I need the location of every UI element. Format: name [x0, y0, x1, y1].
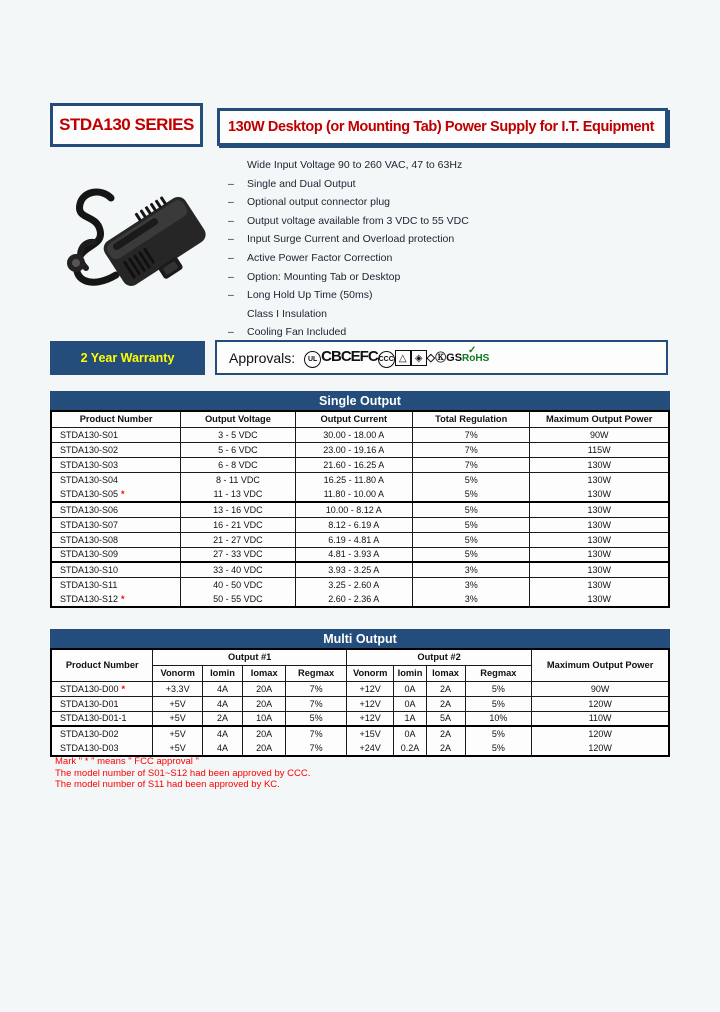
approval-logos [304, 348, 489, 368]
table-row [51, 711, 669, 726]
output2-cell: +12V [346, 711, 394, 726]
max-power-cell: 120W [532, 696, 669, 711]
feature-dash: – [228, 289, 234, 302]
feature-text: Long Hold Up Time (50ms) [247, 289, 373, 302]
table-row [51, 457, 669, 472]
multi-subcol-header: Vonorm [153, 665, 202, 681]
output1-cell: +5V [153, 741, 202, 756]
output-current-cell: 16.25 - 11.80 A [295, 472, 412, 487]
feature-item [228, 305, 668, 324]
output-voltage-cell: 6 - 8 VDC [181, 457, 295, 472]
output2-cell: 1A [394, 711, 426, 726]
multi-group-output2: Output #2 [346, 649, 531, 665]
feature-text: Active Power Factor Correction [247, 251, 393, 264]
gs-logo-icon: GS [446, 351, 463, 364]
product-photo-power-adapter [56, 160, 214, 312]
single-output-header-row [51, 411, 669, 427]
output-current-cell: 10.00 - 8.12 A [295, 502, 412, 517]
feature-item [228, 156, 668, 175]
output-current-cell: 3.93 - 3.25 A [295, 562, 412, 577]
product-number-cell: STDA130-S06 [51, 502, 181, 517]
output1-cell: +5V [153, 711, 202, 726]
total-regulation-cell: 5% [413, 502, 530, 517]
total-regulation-cell: 3% [413, 562, 530, 577]
output-voltage-cell: 21 - 27 VDC [181, 532, 295, 547]
output1-cell: 4A [202, 696, 242, 711]
output-current-cell: 23.00 - 19.16 A [295, 442, 412, 457]
output-current-cell: 4.81 - 3.93 A [295, 547, 412, 562]
output2-cell: +15V [346, 726, 394, 741]
total-regulation-cell: 5% [413, 532, 530, 547]
output2-cell: +12V [346, 681, 394, 696]
output1-cell: 20A [243, 681, 286, 696]
output2-cell: 0A [394, 696, 426, 711]
feature-text: Wide Input Voltage 90 to 260 VAC, 47 to 63Hz [247, 159, 463, 171]
output1-cell: +3.3V [153, 681, 202, 696]
output2-cell: 2A [426, 696, 465, 711]
output-current-cell: 11.80 - 10.00 A [295, 487, 412, 502]
table-row [51, 547, 669, 562]
rohs-logo-icon: ✓ RoHS [462, 353, 489, 364]
single-col-header: Maximum Output Power [530, 411, 669, 427]
total-regulation-cell: 7% [413, 442, 530, 457]
footnote-line: Mark " * " means " FCC approval " [55, 756, 199, 767]
product-number-cell: STDA130-S05 * [51, 487, 181, 502]
output1-cell: 5% [286, 711, 347, 726]
product-number-cell: STDA130-S07 [51, 517, 181, 532]
output2-cell: 5% [465, 696, 532, 711]
single-col-header: Product Number [51, 411, 181, 427]
product-number-cell: STDA130-D03 [51, 741, 153, 756]
output-current-cell: 8.12 - 6.19 A [295, 517, 412, 532]
output2-cell: 2A [426, 681, 465, 696]
product-number-cell: STDA130-S02 [51, 442, 181, 457]
total-regulation-cell: 7% [413, 457, 530, 472]
warranty-badge [50, 341, 205, 375]
feature-dash: – [228, 214, 234, 227]
pse-triangle-logo-icon: △ [395, 350, 411, 366]
max-power-cell: 130W [530, 472, 669, 487]
product-number-cell: STDA130-S01 [51, 427, 181, 442]
multi-subcol-header: Iomax [243, 665, 286, 681]
fcc-approval-star: * [121, 683, 126, 694]
output2-cell: 0.2A [394, 741, 426, 756]
feature-dash: – [228, 326, 234, 339]
feature-dash [228, 305, 247, 324]
output2-cell: 2A [426, 726, 465, 741]
total-regulation-cell: 5% [413, 517, 530, 532]
feature-item [228, 193, 668, 212]
output1-cell: 20A [243, 741, 286, 756]
fcc-approval-star: * [121, 489, 125, 499]
ccc-logo-icon: CCC [378, 351, 395, 368]
feature-text: Input Surge Current and Overload protection [247, 233, 455, 246]
feature-text: Cooling Fan Included [247, 326, 347, 339]
max-power-cell: 130W [530, 547, 669, 562]
feature-text: Class I Insulation [247, 307, 327, 320]
table-row [51, 562, 669, 577]
output2-cell: +24V [346, 741, 394, 756]
multi-subcol-header: Iomin [202, 665, 242, 681]
max-power-cell: 115W [530, 442, 669, 457]
feature-dash [228, 156, 247, 175]
output-voltage-cell: 11 - 13 VDC [181, 487, 295, 502]
total-regulation-cell: 3% [413, 592, 530, 607]
output1-cell: 7% [286, 681, 347, 696]
culus-logo-icon: UL [304, 351, 321, 368]
output1-cell: 4A [202, 681, 242, 696]
product-number-cell: STDA130-S04 [51, 472, 181, 487]
multi-subcol-header: Iomax [426, 665, 465, 681]
output1-cell: +5V [153, 726, 202, 741]
feature-text: Optional output connector plug [247, 196, 391, 209]
series-title: STDA130 SERIES [59, 115, 194, 134]
output1-cell: 2A [202, 711, 242, 726]
series-title-box [50, 103, 203, 147]
feature-text: Output voltage available from 3 VDC to 55 VDC [247, 214, 469, 227]
output-current-cell: 21.60 - 16.25 A [295, 457, 412, 472]
total-regulation-cell: 5% [413, 487, 530, 502]
feature-dash: – [228, 270, 234, 283]
multi-output-header-row-1 [51, 649, 669, 665]
diamond-mark-logo-icon: ◇ [426, 351, 436, 364]
feature-text: Single and Dual Output [247, 177, 356, 190]
table-row [51, 741, 669, 756]
max-power-cell: 130W [530, 502, 669, 517]
output-voltage-cell: 3 - 5 VDC [181, 427, 295, 442]
output2-cell: 5% [465, 726, 532, 741]
output2-cell: 0A [394, 681, 426, 696]
output-voltage-cell: 16 - 21 VDC [181, 517, 295, 532]
table-row [51, 487, 669, 502]
output2-cell: 5% [465, 681, 532, 696]
ce-logo-icon: CE [340, 347, 360, 365]
cb-logo-icon: CB [321, 347, 341, 365]
multi-col-product: Product Number [51, 649, 153, 681]
feature-item [228, 175, 668, 194]
multi-subcol-header: Regmax [286, 665, 347, 681]
multi-output-band [50, 629, 670, 648]
output1-cell: 4A [202, 726, 242, 741]
table-row [51, 577, 669, 592]
total-regulation-cell: 5% [413, 547, 530, 562]
max-power-cell: 90W [530, 427, 669, 442]
table-row [51, 696, 669, 711]
feature-dash: – [228, 177, 234, 190]
kc-logo-icon: Ⓚ [435, 351, 447, 364]
single-output-table [50, 410, 670, 608]
table-row [51, 427, 669, 442]
feature-item [228, 286, 668, 305]
max-power-cell: 130W [530, 592, 669, 607]
single-col-header: Total Regulation [413, 411, 530, 427]
feature-dash: – [228, 233, 234, 246]
table-row [51, 472, 669, 487]
max-power-cell: 130W [530, 562, 669, 577]
output1-cell: 4A [202, 741, 242, 756]
approvals-strip [215, 340, 668, 375]
multi-subcol-header: Vonorm [346, 665, 394, 681]
feature-item [228, 212, 668, 231]
output-current-cell: 6.19 - 4.81 A [295, 532, 412, 547]
product-number-cell: STDA130-D00 * [51, 681, 153, 696]
product-number-cell: STDA130-S10 [51, 562, 181, 577]
output-voltage-cell: 50 - 55 VDC [181, 592, 295, 607]
table-row [51, 532, 669, 547]
table-row [51, 681, 669, 696]
output2-cell: 5A [426, 711, 465, 726]
output2-cell: 0A [394, 726, 426, 741]
output2-cell: 5% [465, 741, 532, 756]
footnotes [55, 756, 310, 791]
table-row [51, 517, 669, 532]
single-output-title: Single Output [319, 393, 401, 408]
table-row [51, 592, 669, 607]
output1-cell: 7% [286, 741, 347, 756]
output-voltage-cell: 33 - 40 VDC [181, 562, 295, 577]
max-power-cell: 130W [530, 517, 669, 532]
output-voltage-cell: 8 - 11 VDC [181, 472, 295, 487]
max-power-cell: 130W [530, 457, 669, 472]
output-voltage-cell: 40 - 50 VDC [181, 577, 295, 592]
output2-cell: +12V [346, 696, 394, 711]
multi-output-title: Multi Output [323, 631, 397, 646]
output1-cell: 20A [243, 696, 286, 711]
fcc-approval-star: * [121, 594, 125, 604]
product-number-cell: STDA130-S08 [51, 532, 181, 547]
fcc-logo-icon: FC [359, 347, 378, 365]
max-power-cell: 130W [530, 577, 669, 592]
max-power-cell: 130W [530, 532, 669, 547]
feature-list [228, 156, 668, 342]
product-number-cell: STDA130-S03 [51, 457, 181, 472]
max-power-cell: 90W [532, 681, 669, 696]
table-row [51, 726, 669, 741]
product-number-cell: STDA130-D01 [51, 696, 153, 711]
output-current-cell: 3.25 - 2.60 A [295, 577, 412, 592]
main-title-box [217, 108, 668, 146]
total-regulation-cell: 7% [413, 427, 530, 442]
power-adapter-illustration [56, 160, 214, 312]
output-voltage-cell: 13 - 16 VDC [181, 502, 295, 517]
multi-output-table [50, 648, 670, 757]
total-regulation-cell: 3% [413, 577, 530, 592]
single-output-band [50, 391, 670, 410]
feature-item [228, 268, 668, 287]
output1-cell: +5V [153, 696, 202, 711]
product-number-cell: STDA130-D01-1 [51, 711, 153, 726]
output2-cell: 2A [426, 741, 465, 756]
table-row [51, 502, 669, 517]
output1-cell: 20A [243, 726, 286, 741]
page-title: 130W Desktop (or Mounting Tab) Power Supply for I.T. Equipment [228, 119, 655, 135]
total-regulation-cell: 5% [413, 472, 530, 487]
multi-group-output1: Output #1 [153, 649, 346, 665]
max-power-cell: 130W [530, 487, 669, 502]
product-number-cell: STDA130-S12 * [51, 592, 181, 607]
feature-item [228, 230, 668, 249]
single-col-header: Output Current [295, 411, 412, 427]
max-power-cell: 120W [532, 741, 669, 756]
output1-cell: 7% [286, 726, 347, 741]
product-number-cell: STDA130-D02 [51, 726, 153, 741]
output1-cell: 10A [243, 711, 286, 726]
output-voltage-cell: 27 - 33 VDC [181, 547, 295, 562]
product-number-cell: STDA130-S11 [51, 577, 181, 592]
feature-text: Option: Mounting Tab or Desktop [247, 270, 401, 283]
output1-cell: 7% [286, 696, 347, 711]
single-col-header: Output Voltage [181, 411, 295, 427]
output2-cell: 10% [465, 711, 532, 726]
multi-col-power: Maximum Output Power [532, 649, 669, 681]
multi-subcol-header: Iomin [394, 665, 426, 681]
output-current-cell: 30.00 - 18.00 A [295, 427, 412, 442]
s-mark-diamond-logo-icon: ◈ [411, 350, 427, 366]
table-row [51, 442, 669, 457]
product-number-cell: STDA130-S09 [51, 547, 181, 562]
max-power-cell: 110W [532, 711, 669, 726]
footnote-line: The model number of S01~S12 had been approved by CCC. [55, 767, 311, 779]
output-current-cell: 2.60 - 2.36 A [295, 592, 412, 607]
multi-subcol-header: Regmax [465, 665, 532, 681]
output-voltage-cell: 5 - 6 VDC [181, 442, 295, 457]
feature-dash: – [228, 196, 234, 209]
max-power-cell: 120W [532, 726, 669, 741]
approvals-label: Approvals: [229, 349, 296, 366]
footnote-line: The model number of S11 had been approved by KC. [55, 779, 280, 790]
feature-dash: – [228, 251, 234, 264]
warranty-label: 2 Year Warranty [80, 351, 175, 365]
feature-item [228, 249, 668, 268]
